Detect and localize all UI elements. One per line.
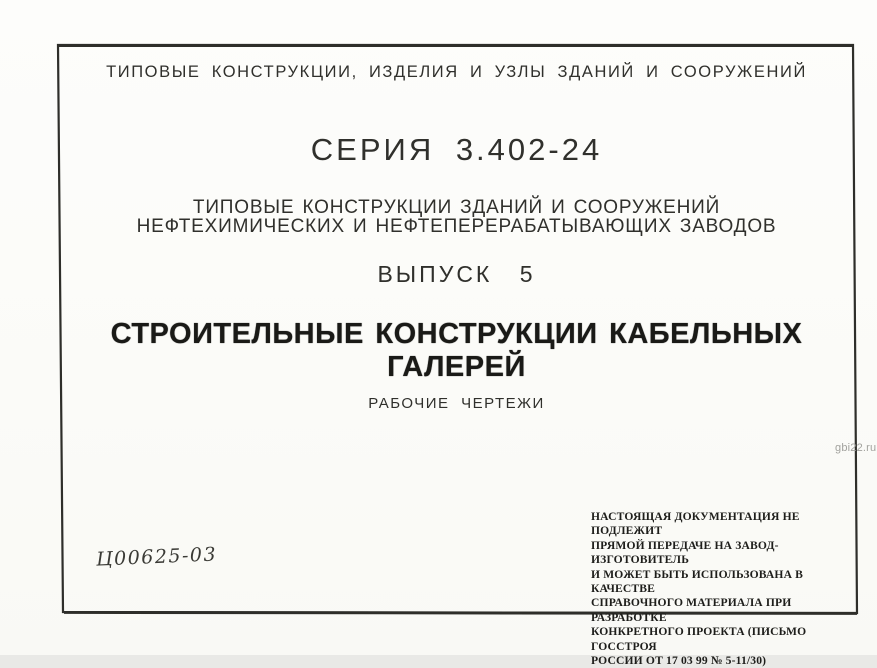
note-line: ПРЯМОЙ ПЕРЕДАЧЕ НА ЗАВОД-ИЗГОТОВИТЕЛЬ	[591, 538, 779, 567]
working-drawings-label: РАБОЧИЕ ЧЕРТЕЖИ	[368, 395, 545, 412]
series-subject	[58, 199, 855, 236]
usage-restriction-note	[591, 510, 847, 668]
note-line: И МОЖЕТ БЫТЬ ИСПОЛЬЗОВАНА В КАЧЕСТВЕ	[591, 567, 804, 596]
main-title	[58, 318, 855, 383]
note-line: СПРАВОЧНОГО МАТЕРИАЛА ПРИ РАЗРАБОТКЕ	[591, 596, 792, 624]
doc-category-line: ТИПОВЫЕ КОНСТРУКЦИИ, ИЗДЕЛИЯ И УЗЛЫ ЗДАНИЙ И СООРУЖЕНИЙ	[106, 63, 807, 81]
series-subject-line1: ТИПОВЫЕ КОНСТРУКЦИИ ЗДАНИЙ И СООРУЖЕНИЙ	[192, 197, 721, 218]
main-title-line1: СТРОИТЕЛЬНЫЕ КОНСТРУКЦИИ КАБЕЛЬНЫХ	[110, 318, 803, 350]
note-line: КОНКРЕТНОГО ПРОЕКТА (ПИСЬМО ГОССТРОЯ	[591, 625, 807, 653]
note-line: РОССИИ ОТ 17 03 99 № 5-11/30)	[591, 654, 767, 668]
note-line: НАСТОЯЩАЯ ДОКУМЕНТАЦИЯ НЕ ПОДЛЕЖИТ	[591, 510, 800, 538]
site-watermark: gbi22.ru	[835, 442, 877, 454]
handwritten-inventory-number: Ц00625-03	[95, 543, 218, 571]
issue-number: ВЫПУСК 5	[377, 261, 536, 287]
series-subject-line2: НЕФТЕХИМИЧЕСКИХ И НЕФТЕПЕРЕРАБАТЫВАЮЩИХ ЗАВОДОВ	[136, 215, 777, 237]
main-title-line2: ГАЛЕРЕЙ	[387, 350, 526, 383]
series-title: СЕРИЯ 3.402-24	[310, 132, 603, 167]
